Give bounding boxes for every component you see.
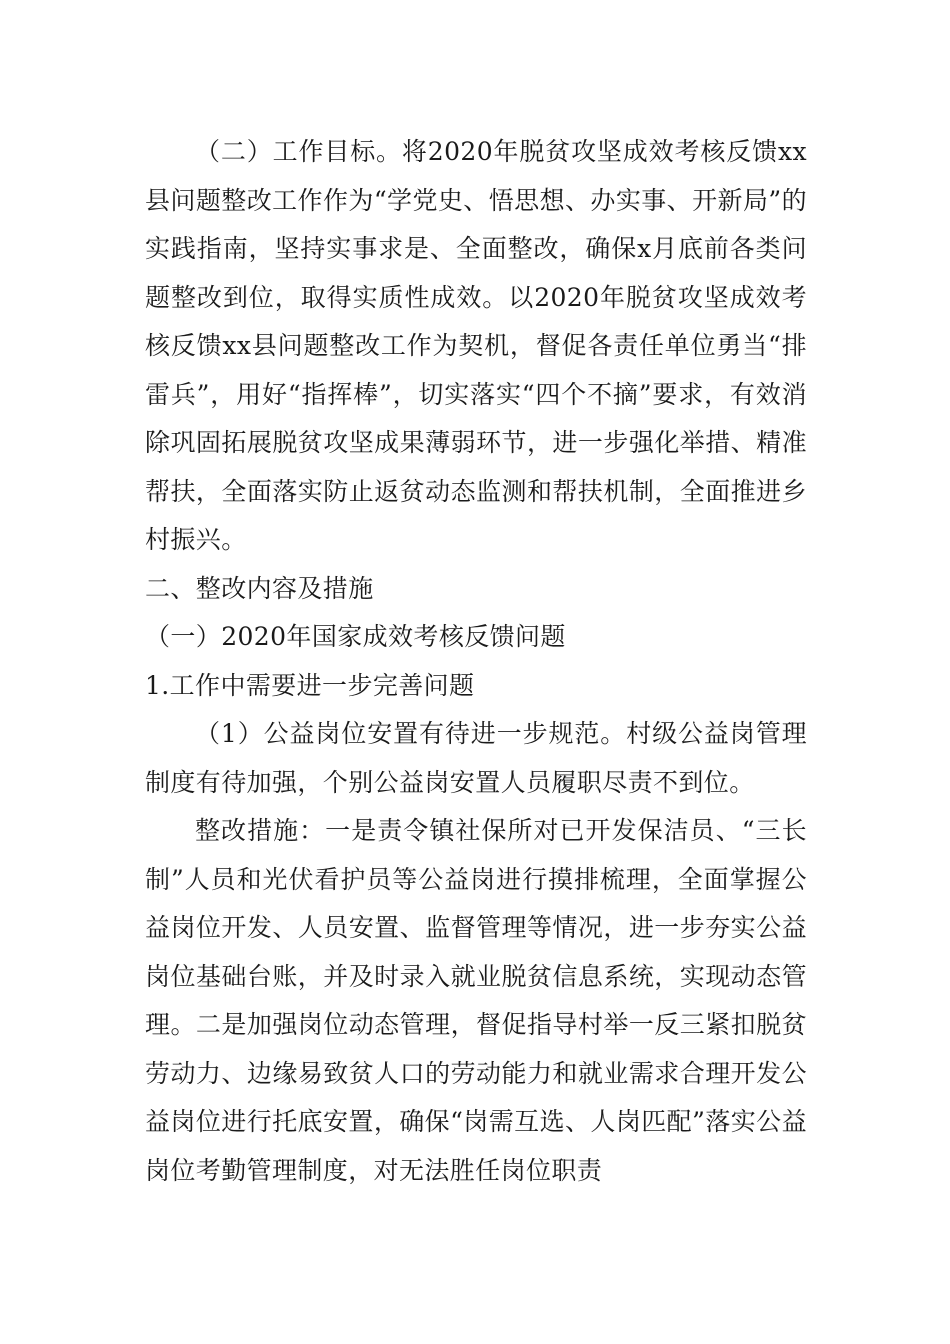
paragraph-rectification-measures: 整改措施：一是责令镇社保所对已开发保洁员、“三长制”人员和光伏看护员等公益岗进行摸排梳理，全面掌握公益岗位开发、人员安置、监督管理等情况，进一步夯实公益岗位基础台账，并及时录入就业脱贫信息系统，实现动态管理。二是加强岗位动态管理，督促指导村举一反三紧扣脱贫劳动力、边缘易致贫人口的劳动能力和就业需求合理开发公益岗位进行托底安置，确保“岗需互选、人岗匹配”落实公益岗位考勤管理制度，对无法胜任岗位职责: [145, 816, 807, 1185]
document-body: [145, 128, 807, 1195]
subsection-heading-national-assessment: （一）2020年国家成效考核反馈问题: [145, 622, 566, 651]
paragraph-work-goal: （二）工作目标。将2020年脱贫攻坚成效考核反馈xx县问题整改工作作为“学党史、悟思想、办实事、开新局”的实践指南，坚持实事求是、全面整改，确保x月底前各类问题整改到位，取得实质性成效。以2020年脱贫攻坚成效考核反馈xx县问题整改工作为契机，督促各责任单位勇当“排雷兵”，用好“指挥棒”，切实落实“四个不摘”要求，有效消除巩固拓展脱贫攻坚成果薄弱环节，进一步强化举措、精准帮扶，全面落实防止返贫动态监测和帮扶机制，全面推进乡村振兴。: [145, 137, 807, 554]
paragraph-issue-public-posts: （1）公益岗位安置有待进一步规范。村级公益岗管理制度有待加强，个别公益岗安置人员履职尽责不到位。: [145, 719, 807, 797]
item-heading-improvement: 1.工作中需要进一步完善问题: [145, 670, 475, 700]
section-heading-rectification: 二、整改内容及措施: [145, 573, 374, 603]
